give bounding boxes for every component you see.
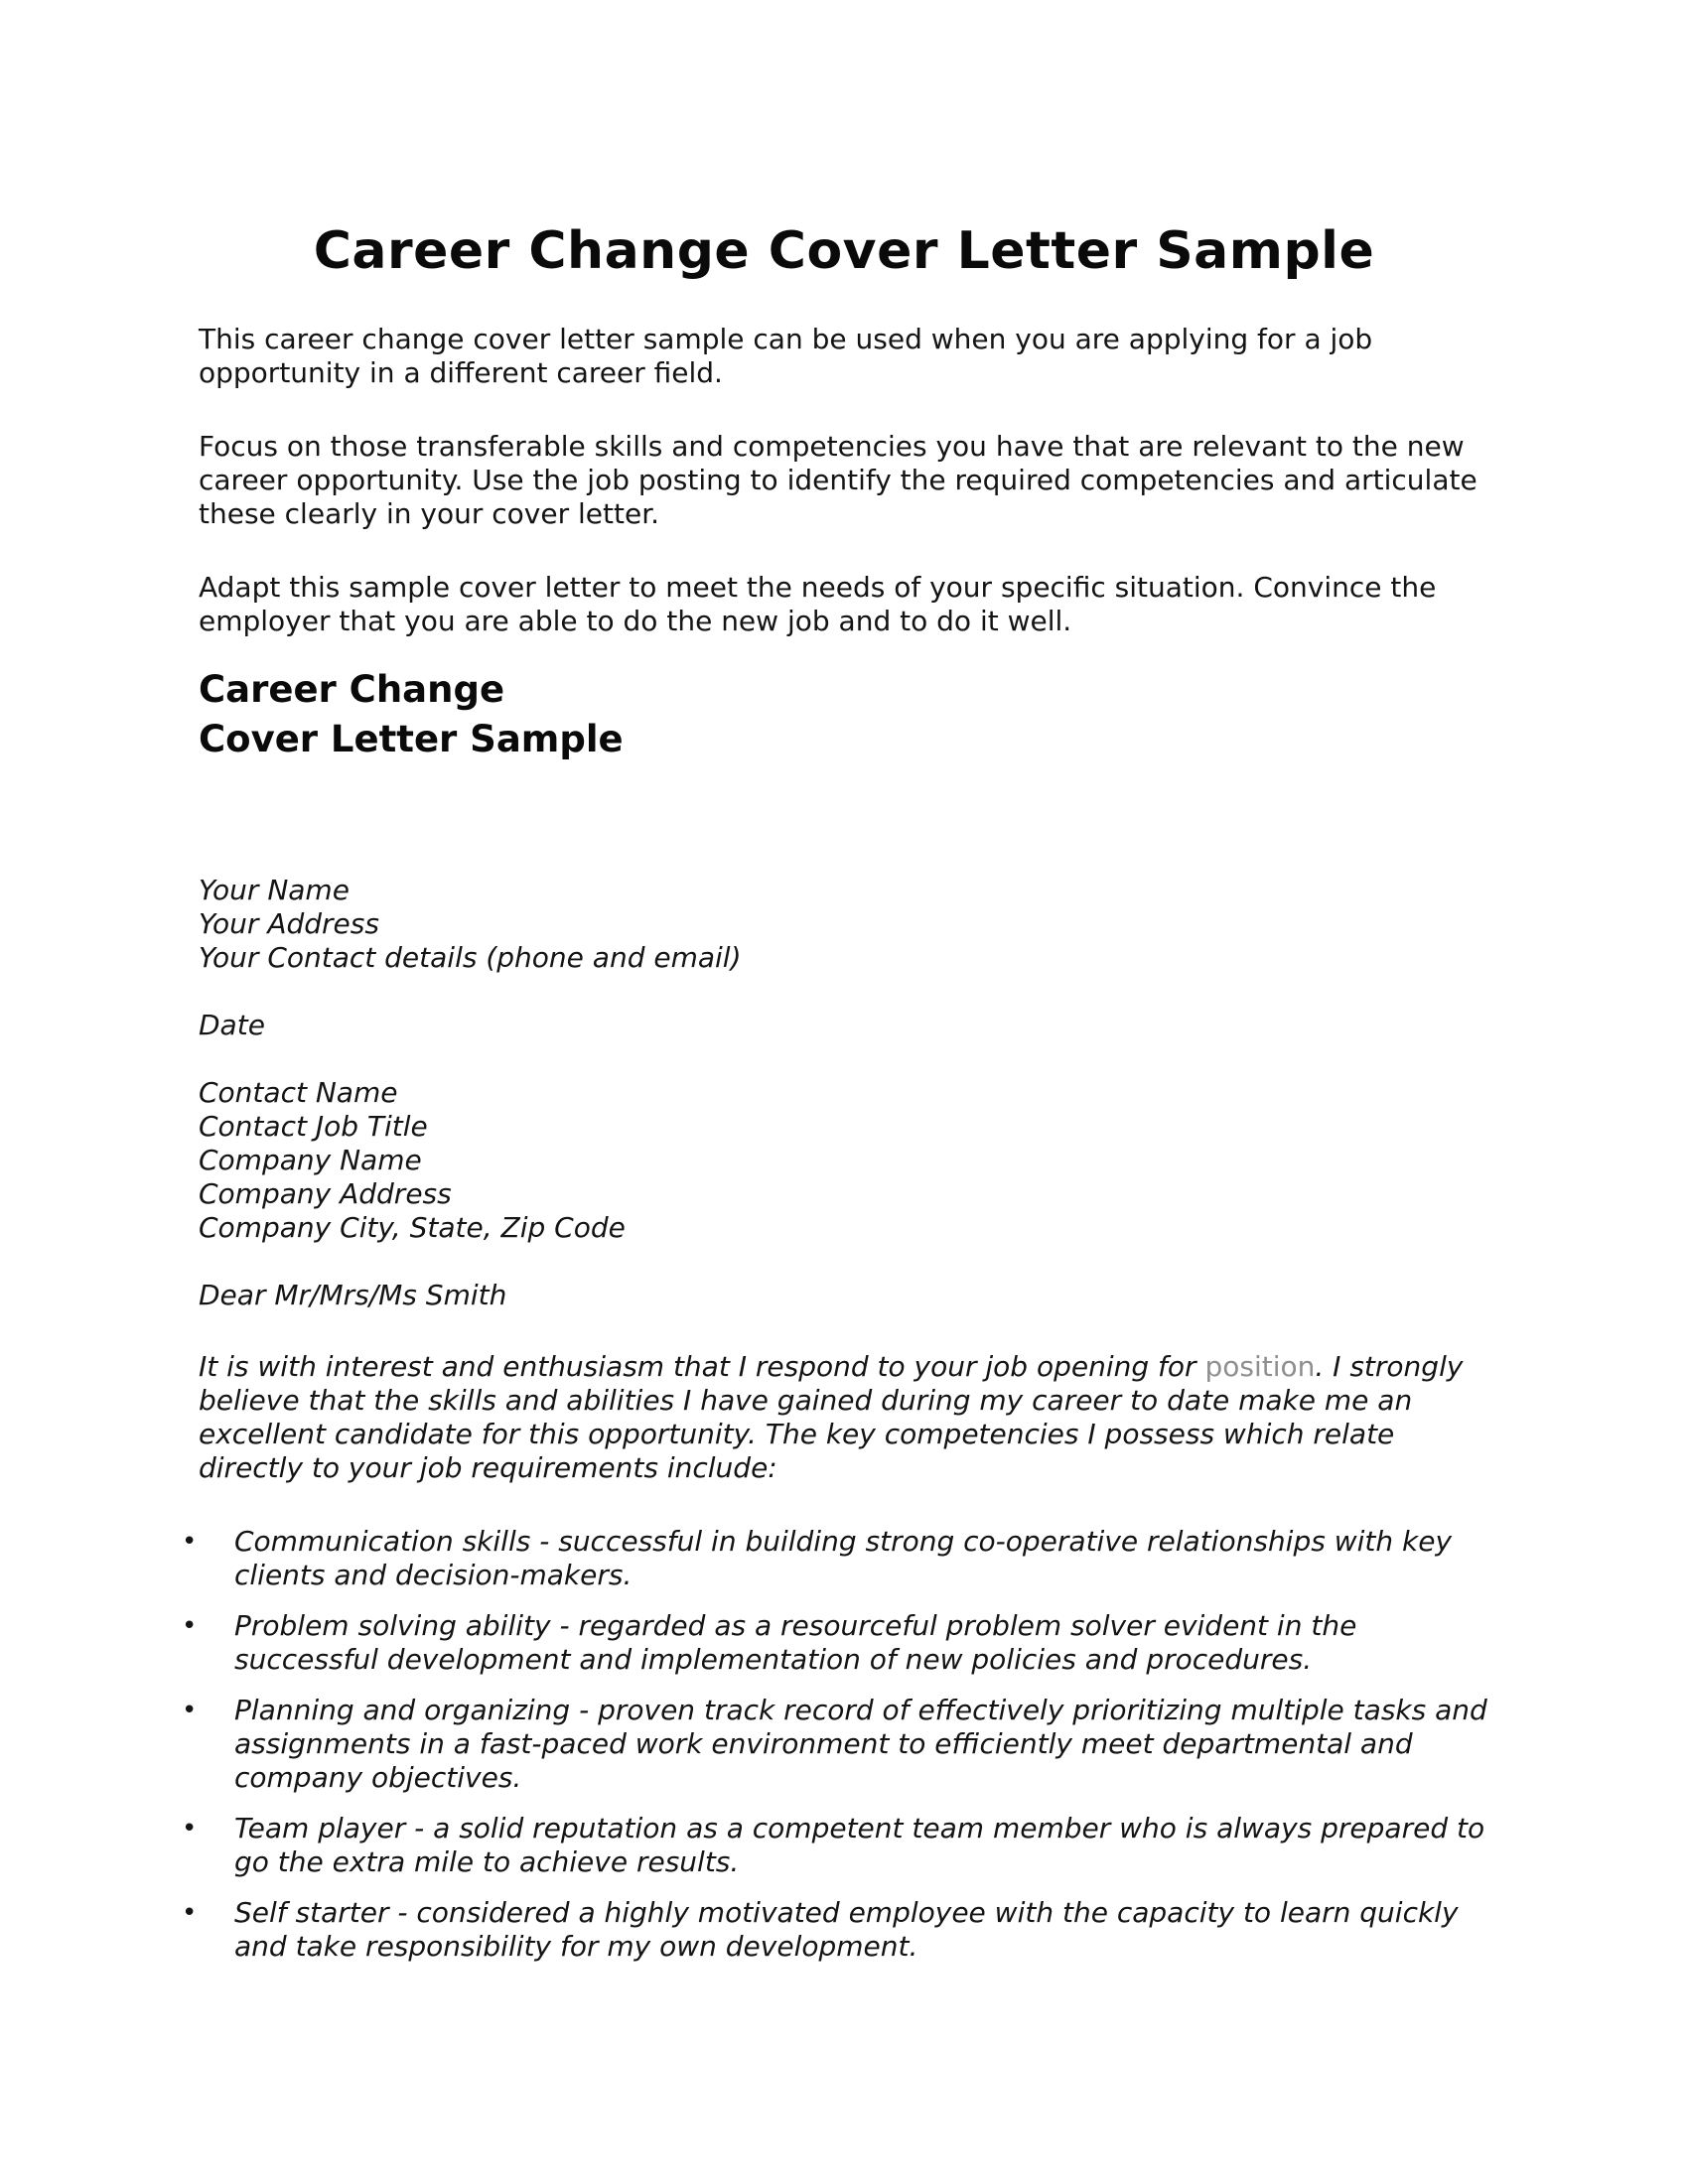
section-heading bbox=[199, 665, 1489, 764]
position-placeholder: position bbox=[1204, 1350, 1316, 1383]
bullet-icon: • bbox=[182, 1696, 198, 1725]
salutation-line: Dear Mr/Mrs/Ms Smith bbox=[199, 1279, 507, 1311]
date-line: Date bbox=[199, 1009, 265, 1041]
competency-communication: Communication skills - successful in building strong co-operative relationships with key clients and decision-makers. bbox=[234, 1525, 1453, 1591]
cover-letter-body bbox=[182, 874, 1489, 1964]
recipient-company-name-line: Company Name bbox=[199, 1144, 422, 1176]
sender-name-line: Your Name bbox=[199, 874, 350, 906]
bullet-icon: • bbox=[182, 1814, 198, 1843]
page-title: Career Change Cover Letter Sample bbox=[313, 221, 1375, 281]
opening-paragraph bbox=[199, 1350, 1489, 1485]
competency-self-starter: Self starter - considered a highly motivated employee with the capacity to learn quickly and take responsibility for my own development. bbox=[234, 1896, 1459, 1963]
recipient-company-address-line: Company Address bbox=[199, 1177, 452, 1210]
competency-list bbox=[182, 1525, 1489, 1964]
section-heading-line-1: Career Change bbox=[199, 668, 505, 711]
list-item bbox=[182, 1694, 1489, 1795]
sender-address-block bbox=[199, 874, 1489, 975]
section-heading-line-2: Cover Letter Sample bbox=[199, 718, 624, 760]
competency-problem-solving: Problem solving ability - regarded as a resourceful problem solver evident in the successful development and implementation of new policies and procedures. bbox=[234, 1609, 1357, 1676]
intro-paragraph-3: Adapt this sample cover letter to meet the needs of your specific situation. Convince the employer that you are able to do the new job and to do it well. bbox=[199, 571, 1437, 637]
recipient-address-block bbox=[199, 1076, 1489, 1245]
list-item bbox=[182, 1812, 1489, 1879]
sender-contact-line: Your Contact details (phone and email) bbox=[199, 941, 742, 974]
sender-address-line: Your Address bbox=[199, 907, 379, 940]
recipient-company-city-line: Company City, State, Zip Code bbox=[199, 1211, 626, 1244]
intro-paragraph-2: Focus on those transferable skills and competencies you have that are relevant to the new career opportunity. Use the job posting to identify the required competencies and articulate these clearly in your cover letter. bbox=[199, 430, 1477, 530]
salutation-block bbox=[199, 1279, 1489, 1312]
bullet-icon: • bbox=[182, 1527, 198, 1557]
bullet-icon: • bbox=[182, 1611, 198, 1641]
intro-paragraph-1: This career change cover letter sample can be used when you are applying for a job opportunity in a different career field. bbox=[199, 323, 1373, 389]
bullet-icon: • bbox=[182, 1898, 198, 1928]
competency-planning-organizing: Planning and organizing - proven track record of effectively prioritizing multiple tasks and assignments in a fast-paced work environment to efficiently meet departmental and company objectives. bbox=[234, 1694, 1487, 1794]
recipient-job-title-line: Contact Job Title bbox=[199, 1110, 428, 1143]
opening-text-before: It is with interest and enthusiasm that I respond to your job opening for bbox=[199, 1350, 1205, 1383]
competency-team-player: Team player - a solid reputation as a competent team member who is always prepared to go the extra mile to achieve results. bbox=[234, 1812, 1485, 1878]
opening-text-after: . I strongly believe that the skills and abilities I have gained during my career to date make me an excellent candidate for this opportunity. The key competencies I possess which relate directly to your job requirements include: bbox=[199, 1350, 1464, 1484]
recipient-name-line: Contact Name bbox=[199, 1076, 398, 1109]
list-item bbox=[182, 1609, 1489, 1677]
list-item bbox=[182, 1896, 1489, 1964]
list-item bbox=[182, 1525, 1489, 1592]
date-block bbox=[199, 1009, 1489, 1042]
